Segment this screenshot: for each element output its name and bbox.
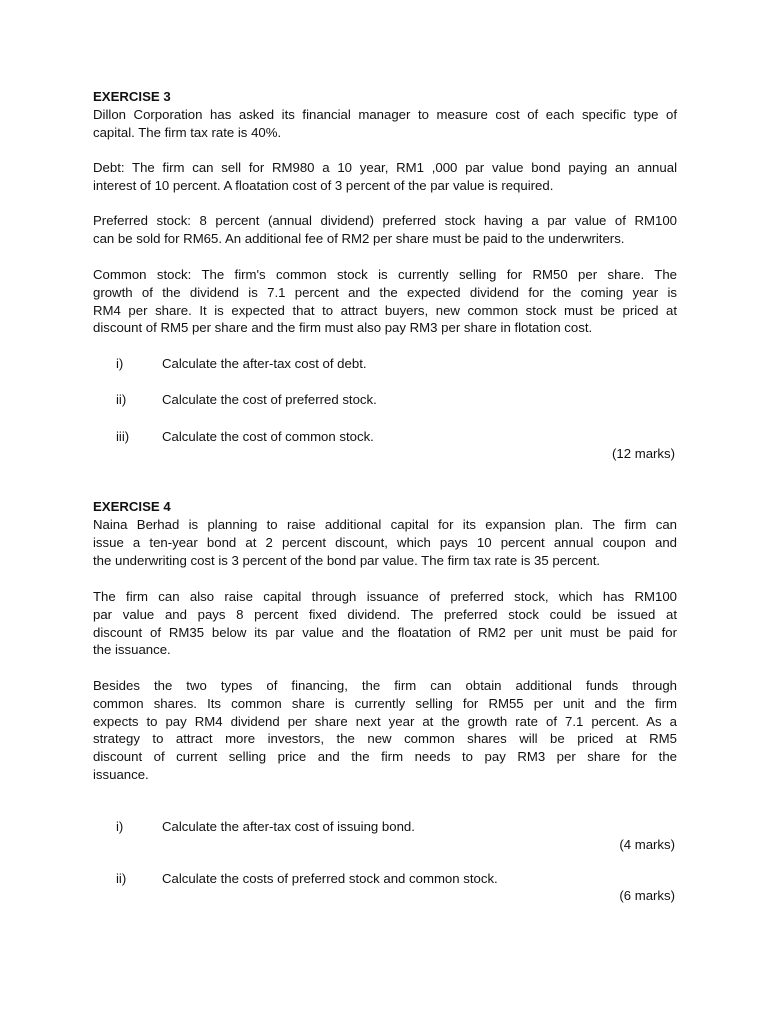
exercise-4-question: [116, 818, 415, 836]
exercise-3-debt-paragraph: [93, 159, 677, 195]
exercise-4-common-line: expects to pay RM4 dividend per share next year at the growth rate of 7.1 percent. As a: [93, 713, 677, 729]
exercise-4-preferred-line: discount of RM35 below its par value and the floatation of RM2 per unit must be paid for: [93, 624, 677, 640]
exercise-3-question: [116, 428, 374, 446]
exercise-4-intro-line: issue a ten-year bond at 2 percent discount, which pays 10 percent annual coupon and: [93, 534, 677, 550]
exercise-4-preferred-line: The firm can also raise capital through issuance of preferred stock, which has RM100: [93, 589, 677, 604]
exercise-3-marks: (12 marks): [611, 446, 675, 461]
exercise-3-common-line: RM4 per share. It is expected that to attract buyers, new common stock must be priced at: [93, 302, 677, 318]
exercise-4-common-line: strategy to attract more investors, the new common shares will be priced at RM5: [93, 731, 677, 747]
exercise-4-common-line: common shares. Its common share is currently selling for RM55 per unit and the firm: [93, 695, 677, 711]
exercise-3-debt-line: Debt: The firm can sell for RM980 a 10 year, RM1 ,000 par value bond paying an annual: [93, 160, 677, 175]
exercise-4-question-2-marks: (6 marks): [619, 888, 675, 903]
exercise-4-common-line: issuance.: [93, 766, 149, 782]
exercise-4-intro-line: Naina Berhad is planning to raise additional capital for its expansion plan. The firm can: [93, 517, 677, 532]
question-text: Calculate the cost of common stock.: [162, 429, 374, 444]
exercise-3-common-line: discount of RM5 per share and the firm must also pay RM3 per share in flotation cost.: [93, 320, 593, 336]
exercise-3-preferred-paragraph: [93, 212, 677, 248]
exercise-3-intro-line: capital. The firm tax rate is 40%.: [93, 124, 282, 140]
exercise-4-preferred-line: the issuance.: [93, 642, 171, 658]
exercise-3-intro-line: Dillon Corporation has asked its financial manager to measure cost of each specific type of: [93, 107, 677, 122]
exercise-4-common-paragraph: [93, 677, 677, 784]
question-number: ii): [116, 871, 127, 886]
exercise-4-common-line: discount of current selling price and the firm needs to pay RM3 per share for the: [93, 749, 677, 765]
question-text: Calculate the after-tax cost of issuing bond.: [162, 819, 415, 834]
exercise-4-heading: EXERCISE 4: [93, 499, 171, 514]
exercise-3-preferred-line: Preferred stock: 8 percent (annual dividend) preferred stock having a par value of RM100: [93, 213, 677, 228]
exercise-3-heading: EXERCISE 3: [93, 89, 171, 104]
exercise-3-common-line: growth of the dividend is 7.1 percent and the expected dividend for the coming year is: [93, 284, 677, 300]
question-text: Calculate the after-tax cost of debt.: [162, 356, 367, 371]
exercise-4-preferred-line: par value and pays 8 percent fixed dividend. The preferred stock could be issued at: [93, 606, 677, 622]
exercise-3-debt-line: interest of 10 percent. A floatation cost of 3 percent of the par value is required.: [93, 177, 554, 193]
exercise-3-intro: [93, 106, 677, 142]
exercise-4-question-1-marks: (4 marks): [619, 837, 675, 852]
exercise-3-common-line: Common stock: The firm's common stock is currently selling for RM50 per share. The: [93, 267, 677, 282]
question-number: ii): [116, 392, 127, 407]
exercise-4-question: [116, 870, 498, 888]
exercise-4-common-line: Besides the two types of financing, the firm can obtain additional funds through: [93, 678, 677, 693]
exercise-4-intro: [93, 516, 677, 569]
exercise-3-question: [116, 391, 377, 409]
question-number: i): [116, 356, 124, 371]
question-number: iii): [116, 429, 130, 444]
question-text: Calculate the costs of preferred stock and common stock.: [162, 871, 498, 886]
exercise-4-intro-line: the underwriting cost is 3 percent of the bond par value. The firm tax rate is 35 percent.: [93, 552, 601, 568]
exercise-3-common-paragraph: [93, 266, 677, 337]
exercise-3-question: [116, 355, 367, 373]
question-number: i): [116, 819, 124, 834]
question-text: Calculate the cost of preferred stock.: [162, 392, 377, 407]
exercise-4-preferred-paragraph: [93, 588, 677, 659]
exercise-3-preferred-line: can be sold for RM65. An additional fee of RM2 per share must be paid to the underwriters.: [93, 230, 625, 246]
